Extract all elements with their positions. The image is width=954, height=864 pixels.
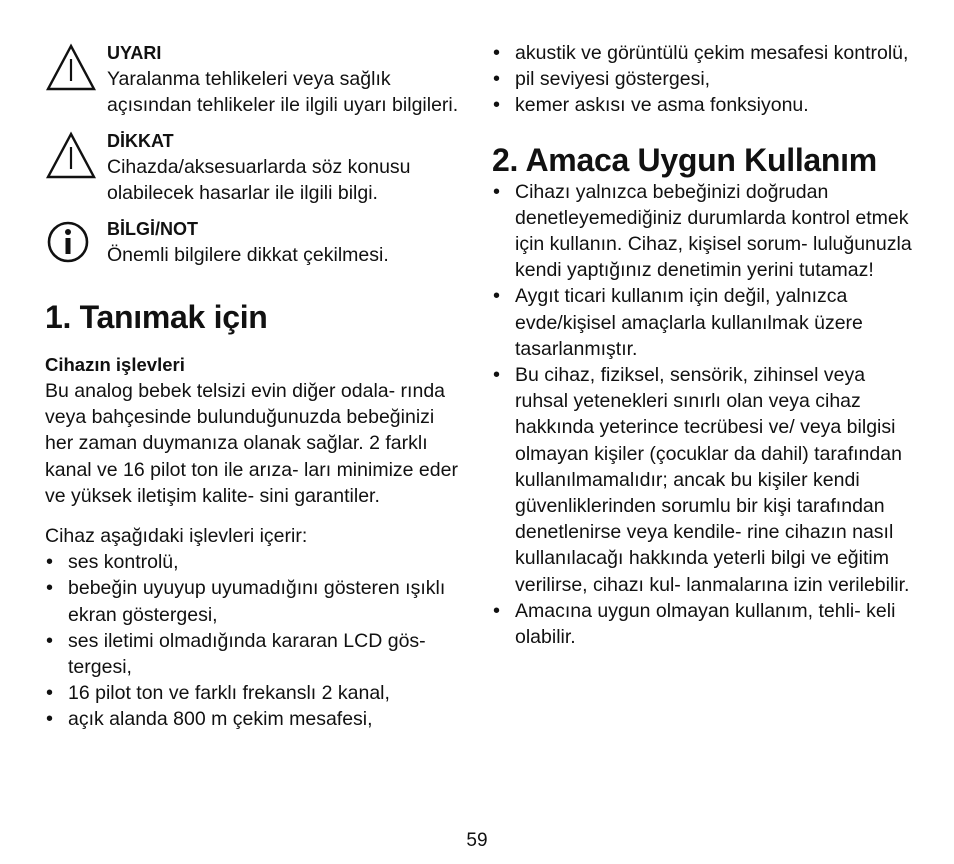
caution-notice	[45, 128, 465, 206]
page-number: 59	[466, 830, 488, 851]
list-item: • açık alanda 800 m çekim mesafesi,	[45, 706, 465, 732]
features-list-continued	[492, 40, 912, 119]
notice-text: Önemli bilgilere dikkat çekilmesi.	[107, 244, 389, 266]
list-item: • ses kontrolü,	[45, 549, 465, 575]
features-list	[45, 549, 465, 732]
info-notice	[45, 216, 465, 268]
notice-title: DİKKAT	[107, 131, 174, 151]
notice-text: Cihazda/aksesuarlarda söz konusu olabilecek hasarlar ile ilgili bilgi.	[107, 156, 411, 204]
list-item: • pil seviyesi göstergesi,	[492, 66, 912, 92]
section1-heading: 1. Tanımak için	[45, 299, 268, 335]
info-circle-icon	[45, 219, 97, 267]
section2-heading: 2. Amaca Uygun Kullanım	[492, 141, 877, 178]
notice-title: BİLGİ/NOT	[107, 219, 198, 239]
right-column	[492, 40, 912, 650]
warning-notice	[45, 40, 465, 118]
features-intro: Cihaz aşağıdaki işlevleri içerir:	[45, 525, 308, 548]
list-item: • Cihazı yalnızca bebeğinizi doğrudan denetleyemediğiniz durumlarda kontrol etmek için kullanın. Cihaz, kişisel sorum- luluğunuzla kendi yaptığınız denetimin yerini tutamaz!	[492, 179, 912, 284]
warning-triangle-icon	[45, 131, 97, 181]
list-item: • 16 pilot ton ve farklı frekanslı 2 kanal,	[45, 680, 465, 706]
section1-paragraph: Bu analog bebek telsizi evin diğer odala- rında veya bahçesinde bulunduğunuzda bebeğinizi her zaman duymanıza olanak sağlar. 2 farklı kanal ve 16 pilot ton ile arıza- ları minimize eder ve yüksek iletişim kalite- sini garantiler.	[45, 380, 458, 507]
list-item: • kemer askısı ve asma fonksiyonu.	[492, 92, 912, 118]
list-item: • ses iletimi olmadığında kararan LCD gös- tergesi,	[45, 628, 465, 680]
list-item: • Bu cihaz, fiziksel, sensörik, zihinsel veya ruhsal yetenekleri sınırlı olan veya cihaz hakkında yeterince tecrübesi ve/ veya bilgisi olmayan kişiler (çocuklar da dahil) tarafından kullanılmamalıdır; ancak bu kişiler kendi güvenliklerinden sorumlu bir kişi tarafından denetlenirse veya kendile- rine cihazın nasıl kullanılacağı hakkında yeterli bilgi ve eğitim verilirse, cihazı kul- lanmalarına izin verilebilir.	[492, 362, 912, 598]
list-item: • Aygıt ticari kullanım için değil, yalnızca evde/kişisel amaçlarla kullanılmak üzere tasarlanmıştır.	[492, 283, 912, 362]
notice-title: UYARI	[107, 43, 162, 63]
list-item: • Amacına uygun olmayan kullanım, tehli- keli olabilir.	[492, 598, 912, 650]
list-item: • bebeğin uyuyup uyumadığını gösteren ışıklı ekran göstergesi,	[45, 575, 465, 627]
intended-use-list	[492, 179, 912, 651]
notice-text: Yaralanma tehlikeleri veya sağlık açısından tehlikeler ile ilgili uyarı bilgileri.	[107, 68, 459, 116]
left-column	[45, 40, 465, 733]
warning-triangle-icon	[45, 43, 97, 93]
list-item: • akustik ve görüntülü çekim mesafesi kontrolü,	[492, 40, 912, 66]
section1-subheading: Cihazın işlevleri	[45, 354, 185, 375]
